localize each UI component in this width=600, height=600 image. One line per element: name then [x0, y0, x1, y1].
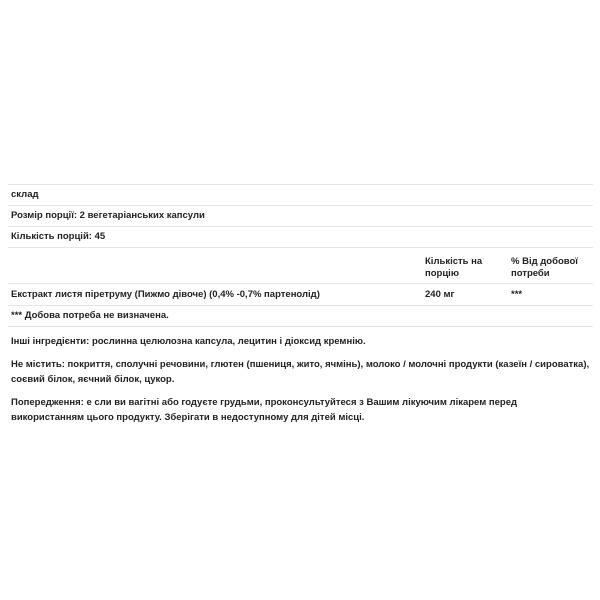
other-ingredients: Інші інгредієнти: рослинна целюлозна капсула, лецитин і діоксид кремнію. [11, 336, 366, 347]
footnote-row [8, 306, 593, 327]
serving-size-row [8, 206, 593, 227]
table-title-row [8, 185, 593, 206]
table-title: склад [8, 185, 593, 206]
ingredient-name: Екстракт листя піретруму (Пижмо дівоче) (0,4% -0,7% партенолід) [8, 284, 422, 306]
servings-count-row [8, 227, 593, 248]
header-name [8, 248, 422, 284]
supplement-facts-table [8, 184, 593, 327]
footnote: *** Добова потреба не визначена. [8, 306, 593, 327]
ingredient-amount: 240 мг [422, 284, 508, 306]
ingredient-daily-value: *** [508, 284, 593, 306]
column-header-row [8, 248, 593, 284]
product-notes [11, 334, 591, 433]
servings-count: Кількість порцій: 45 [8, 227, 593, 248]
warning: Попередження: е сли ви вагітні або годуєте грудьми, проконсультуйтеся з Вашим лікуючим лікарем перед використанням цього продукту. Зберігати в недоступному для дітей місці. [11, 396, 518, 423]
does-not-contain: Не містить: покриття, сполучні речовини, глютен (пшениця, жито, ячмінь), молоко / молочні продукти (казеїн / сироватка), соєвий білок, яєчний білок, цукор. [11, 358, 590, 385]
supplement-facts [8, 184, 593, 327]
serving-size: Розмір порції: 2 вегетаріанських капсули [8, 206, 593, 227]
header-amount: Кількість на порцію [422, 248, 508, 284]
header-daily-value: % Від добової потреби [508, 248, 593, 284]
table-row [8, 284, 593, 306]
